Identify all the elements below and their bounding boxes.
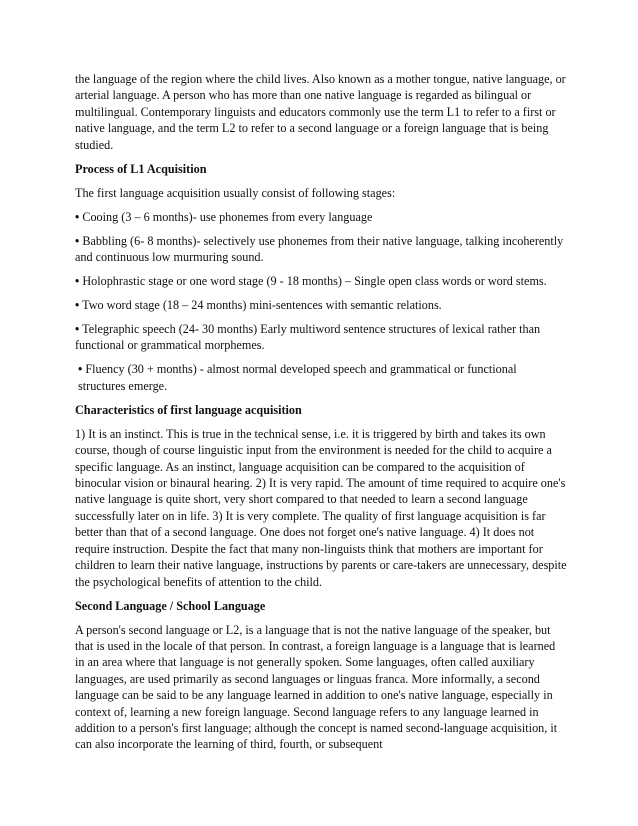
stage-item-holophrastic bbox=[75, 273, 567, 289]
stages-lead: The first language acquisition usually consist of following stages: bbox=[75, 185, 396, 200]
section-heading-characteristics: Characteristics of first language acquisition bbox=[75, 402, 302, 417]
bullet-icon: • bbox=[75, 274, 80, 289]
stage-item-two-word bbox=[75, 297, 567, 313]
bullet-icon: • bbox=[75, 209, 80, 224]
section-heading-l1-process: Process of L1 Acquisition bbox=[75, 161, 207, 176]
bullet-icon: • bbox=[78, 362, 83, 377]
stage-item-fluency bbox=[75, 361, 567, 394]
stage-item-babbling bbox=[75, 233, 567, 266]
stage-text: Babbling (6- 8 months)- selectively use phonemes from their native language, talking incoherently and continuous low murmuring sound. bbox=[75, 233, 564, 265]
stage-text: Cooing (3 – 6 months)- use phonemes from every language bbox=[82, 209, 373, 224]
bullet-icon: • bbox=[75, 233, 80, 248]
stage-text: Telegraphic speech (24- 30 months) Early multiword sentence structures of lexical rather than functional or grammatical morphemes. bbox=[75, 322, 541, 353]
stage-item-cooing bbox=[75, 209, 567, 225]
section-heading-second-language: Second Language / School Language bbox=[75, 598, 266, 613]
intro-paragraph: the language of the region where the child lives. Also known as a mother tongue, native language, or arterial language. A person who has more than one native language is regarded as bilingual or multilingual. Contemporary linguists and educators commonly use the term L1 to refer to a first or native language, and the term L2 to refer to a second language or a foreign language that is being studied. bbox=[75, 72, 566, 152]
second-language-paragraph: A person's second language or L2, is a language that is not the native language of the speaker, but that is used in the locale of that person. In contrast, a foreign language is a language that is learned in an area where that language is not generally spoken. Some languages, often called auxiliary languages, are used primarily as second languages or linguas franca. More informally, a second language can be said to be any language learned in addition to one's native language, especially in context of, learning a new foreign language. Second language refers to any language learned in addition to a person's first language; although the concept is named second-language acquisition, it can also incorporate the learning of third, fourth, or subsequent bbox=[75, 622, 558, 752]
bullet-icon: • bbox=[75, 298, 80, 313]
stage-text: Holophrastic stage or one word stage (9 - 18 months) – Single open class words or word stems. bbox=[82, 274, 547, 289]
characteristics-paragraph: 1) It is an instinct. This is true in the technical sense, i.e. it is triggered by birth and takes its own course, though of course linguistic input from the environment is needed for the child to acquire a specific language. As an instinct, language acquisition can be compared to the acquisition of binocular vision or binaural hearing. 2) It is very rapid. The amount of time required to acquire one's native language is quite short, very short compared to that needed to learn a second language successfully later on in life. 3) It is very complete. The quality of first language acquisition is far better than that of a second language. One does not forget one's native language. 4) It does not require instruction. Despite the fact that many non-linguists think that mothers are important for children to learn their native language, instructions by parents or care-takers are unnecessary, despite the psychological benefits of attention to the child. bbox=[75, 426, 567, 589]
stage-text: Fluency (30 + months) - almost normal developed speech and grammatical or functional structures emerge. bbox=[78, 362, 517, 393]
bullet-icon: • bbox=[75, 322, 80, 337]
stage-text: Two word stage (18 – 24 months) mini-sentences with semantic relations. bbox=[82, 298, 442, 313]
document-page bbox=[75, 71, 567, 760]
stage-item-telegraphic bbox=[75, 321, 567, 354]
